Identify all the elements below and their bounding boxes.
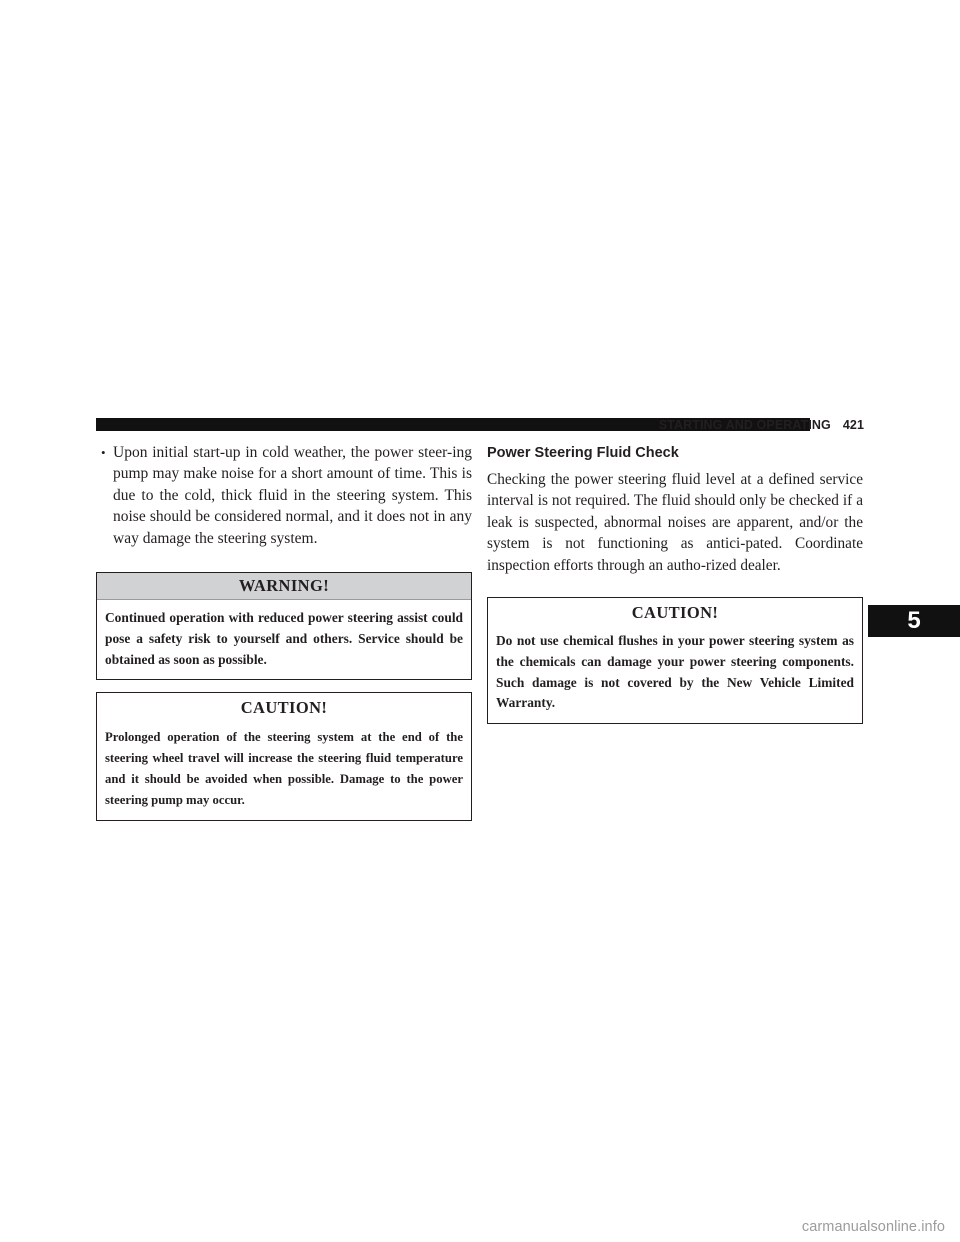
left-column (96, 442, 472, 821)
right-column (487, 442, 863, 724)
watermark-text: carmanualsonline.info (801, 1219, 945, 1235)
running-header (659, 417, 864, 433)
caution-body-left: Prolonged operation of the steering system at the end of the steering wheel travel will increase the steering fluid temperature and it should be avoided when possible. Damage to the power steering pump may occur. (105, 730, 463, 807)
warning-box (96, 572, 472, 680)
bullet-text: Upon initial start-up in cold weather, the power steer-ing pump may make noise for a short amount of time. This is due to the cold, thick fluid in the steering system. This noise should be considered normal, and it does not in any way damage the steering system. (113, 444, 472, 547)
warning-title: WARNING! (97, 573, 471, 600)
section-heading: Power Steering Fluid Check (487, 445, 679, 461)
caution-box-left (96, 692, 472, 820)
bullet-item (96, 442, 472, 549)
caution-body-right: Do not use chemical flushes in your power steering system as the chemicals can damage your power steering components. Such damage is not covered by the New Vehicle Limited Warranty. (496, 633, 854, 711)
section-title: STARTING AND OPERATING (658, 418, 831, 432)
caution-title-left: CAUTION! (240, 698, 328, 718)
caution-box-right (487, 597, 863, 724)
warning-body: Continued operation with reduced power steering assist could pose a safety risk to yourself and others. Service should be obtained as soon as possible. (105, 610, 463, 667)
page-number: 421 (842, 418, 864, 432)
bullet-icon: • (101, 445, 106, 460)
chapter-tab: 5 (868, 605, 960, 637)
caution-title-right: CAUTION! (631, 603, 719, 623)
body-paragraph: Checking the power steering fluid level at a defined service interval is not required. The fluid should only be checked if a leak is suspected, abnormal noises are apparent, and/or the system is not functioning as antici-pated. Coordinate inspection efforts through an autho-rized dealer. (487, 471, 863, 574)
